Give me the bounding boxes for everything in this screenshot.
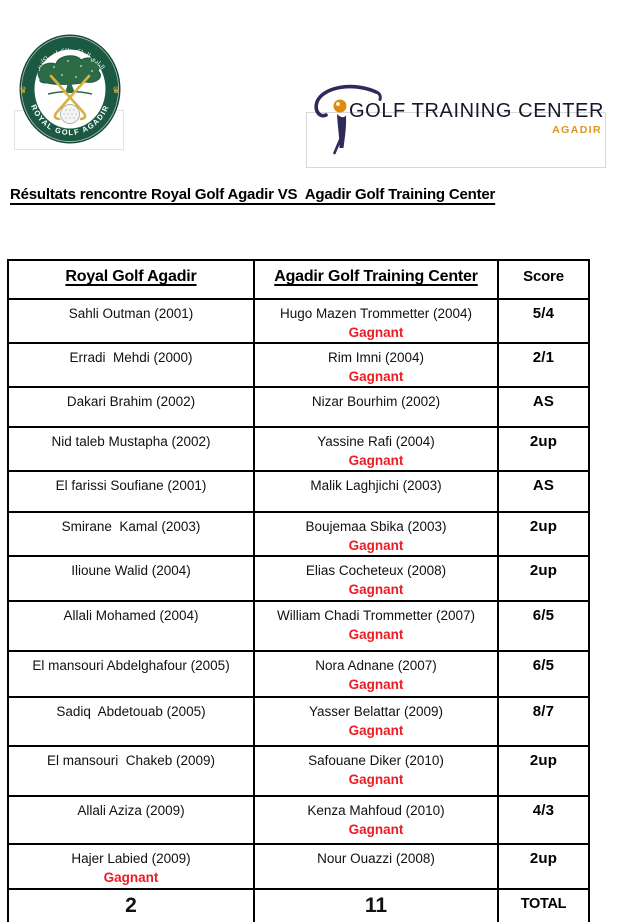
- player-cell-royal: [8, 299, 254, 343]
- score-cell: AS: [498, 387, 589, 427]
- player-name: Ilioune Walid (2004): [71, 563, 191, 578]
- player-cell-royal: [8, 471, 254, 512]
- player-name: Yasser Belattar (2009): [308, 704, 444, 719]
- player-name: El farissi Soufiane (2001): [55, 478, 207, 493]
- total-row: [8, 889, 589, 922]
- player-cell-royal: [8, 697, 254, 746]
- header-royal-golf-agadir: Royal Golf Agadir: [8, 260, 254, 299]
- header-score: Score: [498, 260, 589, 299]
- player-name: Sahli Outman (2001): [68, 306, 194, 321]
- table-header-row: [8, 260, 589, 299]
- winner-label: Gagnant: [348, 325, 404, 340]
- winner-label: Gagnant: [348, 369, 404, 384]
- score-cell: 6/5: [498, 651, 589, 697]
- total-gtc: 11: [254, 889, 498, 922]
- total-royal: 2: [8, 889, 254, 922]
- table-row: [8, 343, 589, 387]
- table-row: [8, 601, 589, 651]
- player-cell-gtc: [254, 746, 498, 796]
- page-title: Résultats rencontre Royal Golf Agadir VS Agadir Golf Training Center: [10, 186, 496, 203]
- table-row: [8, 512, 589, 556]
- table-row: [8, 651, 589, 697]
- score-cell: 4/3: [498, 796, 589, 844]
- results-table-body: [8, 299, 589, 889]
- player-name: Sadiq Abdetouab (2005): [56, 704, 206, 719]
- player-name: Malik Laghjichi (2003): [310, 478, 442, 493]
- score-cell: 2up: [498, 746, 589, 796]
- player-cell-gtc: [254, 601, 498, 651]
- player-cell-gtc: [254, 697, 498, 746]
- score-cell: 2up: [498, 844, 589, 889]
- winner-label: Gagnant: [348, 538, 404, 553]
- player-cell-gtc: [254, 343, 498, 387]
- player-name: Hugo Mazen Trommetter (2004): [279, 306, 473, 321]
- winner-label: Gagnant: [348, 677, 404, 692]
- player-cell-gtc: [254, 387, 498, 427]
- score-cell: 5/4: [498, 299, 589, 343]
- player-name: William Chadi Trommetter (2007): [276, 608, 476, 623]
- crown-icon-left: ♛: [19, 85, 28, 95]
- player-name: Nizar Bourhim (2002): [311, 394, 441, 409]
- table-row: [8, 427, 589, 471]
- total-label: TOTAL: [498, 889, 589, 922]
- player-cell-royal: [8, 512, 254, 556]
- player-cell-royal: [8, 844, 254, 889]
- winner-label: Gagnant: [103, 870, 159, 885]
- score-cell: 2up: [498, 427, 589, 471]
- score-cell: 8/7: [498, 697, 589, 746]
- header-agadir-golf-training-center: Agadir Golf Training Center: [254, 260, 498, 299]
- player-cell-gtc: [254, 796, 498, 844]
- player-name: El mansouri Abdelghafour (2005): [32, 658, 230, 673]
- player-name: Dakari Brahim (2002): [66, 394, 196, 409]
- score-cell: AS: [498, 471, 589, 512]
- results-table: [7, 259, 590, 922]
- player-cell-royal: [8, 746, 254, 796]
- table-row: [8, 796, 589, 844]
- player-name: Elias Cocheteux (2008): [305, 563, 447, 578]
- player-cell-gtc: [254, 844, 498, 889]
- royal-badge-arabic-text: النادي الملكي للكولف اكادير: [34, 47, 106, 72]
- winner-label: Gagnant: [348, 453, 404, 468]
- player-name: Yassine Rafi (2004): [317, 434, 435, 449]
- winner-label: Gagnant: [348, 627, 404, 642]
- table-row: [8, 844, 589, 889]
- table-row: [8, 556, 589, 601]
- winner-label: Gagnant: [348, 772, 404, 787]
- crown-icon-right: ♛: [112, 85, 121, 95]
- player-name: El mansouri Chakeb (2009): [46, 753, 216, 768]
- player-cell-gtc: [254, 556, 498, 601]
- royal-badge-latin-text: ROYAL GOLF AGADIR: [28, 103, 112, 138]
- player-name: Nour Ouazzi (2008): [317, 851, 435, 866]
- royal-golf-agadir-badge-icon: [18, 33, 122, 145]
- score-cell: 2/1: [498, 343, 589, 387]
- player-cell-royal: [8, 651, 254, 697]
- player-name: Smirane Kamal (2003): [61, 519, 201, 534]
- player-cell-gtc: [254, 427, 498, 471]
- player-name: Allali Mohamed (2004): [63, 608, 199, 623]
- gtc-logo-subtitle: AGADIR: [552, 124, 602, 136]
- player-cell-gtc: [254, 299, 498, 343]
- player-cell-gtc: [254, 471, 498, 512]
- player-cell-royal: [8, 796, 254, 844]
- player-name: Safouane Diker (2010): [308, 753, 444, 768]
- winner-label: Gagnant: [348, 822, 404, 837]
- player-cell-royal: [8, 387, 254, 427]
- player-cell-royal: [8, 601, 254, 651]
- table-row: [8, 746, 589, 796]
- gtc-logo-title: GOLF TRAINING CENTER: [349, 100, 604, 122]
- score-cell: 6/5: [498, 601, 589, 651]
- table-row: [8, 387, 589, 427]
- table-row: [8, 471, 589, 512]
- score-cell: 2up: [498, 512, 589, 556]
- gtc-logo-text: [346, 100, 604, 136]
- winner-label: Gagnant: [348, 723, 404, 738]
- player-cell-gtc: [254, 651, 498, 697]
- player-cell-royal: [8, 427, 254, 471]
- table-row: [8, 299, 589, 343]
- table-row: [8, 697, 589, 746]
- player-name: Erradi Mehdi (2000): [69, 350, 193, 365]
- player-cell-gtc: [254, 512, 498, 556]
- player-name: Kenza Mahfoud (2010): [307, 803, 445, 818]
- player-name: Boujemaa Sbika (2003): [305, 519, 447, 534]
- player-name: Rim Imni (2004): [327, 350, 425, 365]
- winner-label: Gagnant: [348, 582, 404, 597]
- player-cell-royal: [8, 556, 254, 601]
- player-name: Nora Adnane (2007): [315, 658, 437, 673]
- score-cell: 2up: [498, 556, 589, 601]
- player-name: Allali Aziza (2009): [77, 803, 185, 818]
- player-cell-royal: [8, 343, 254, 387]
- player-name: Nid taleb Mustapha (2002): [51, 434, 211, 449]
- player-name: Hajer Labied (2009): [71, 851, 191, 866]
